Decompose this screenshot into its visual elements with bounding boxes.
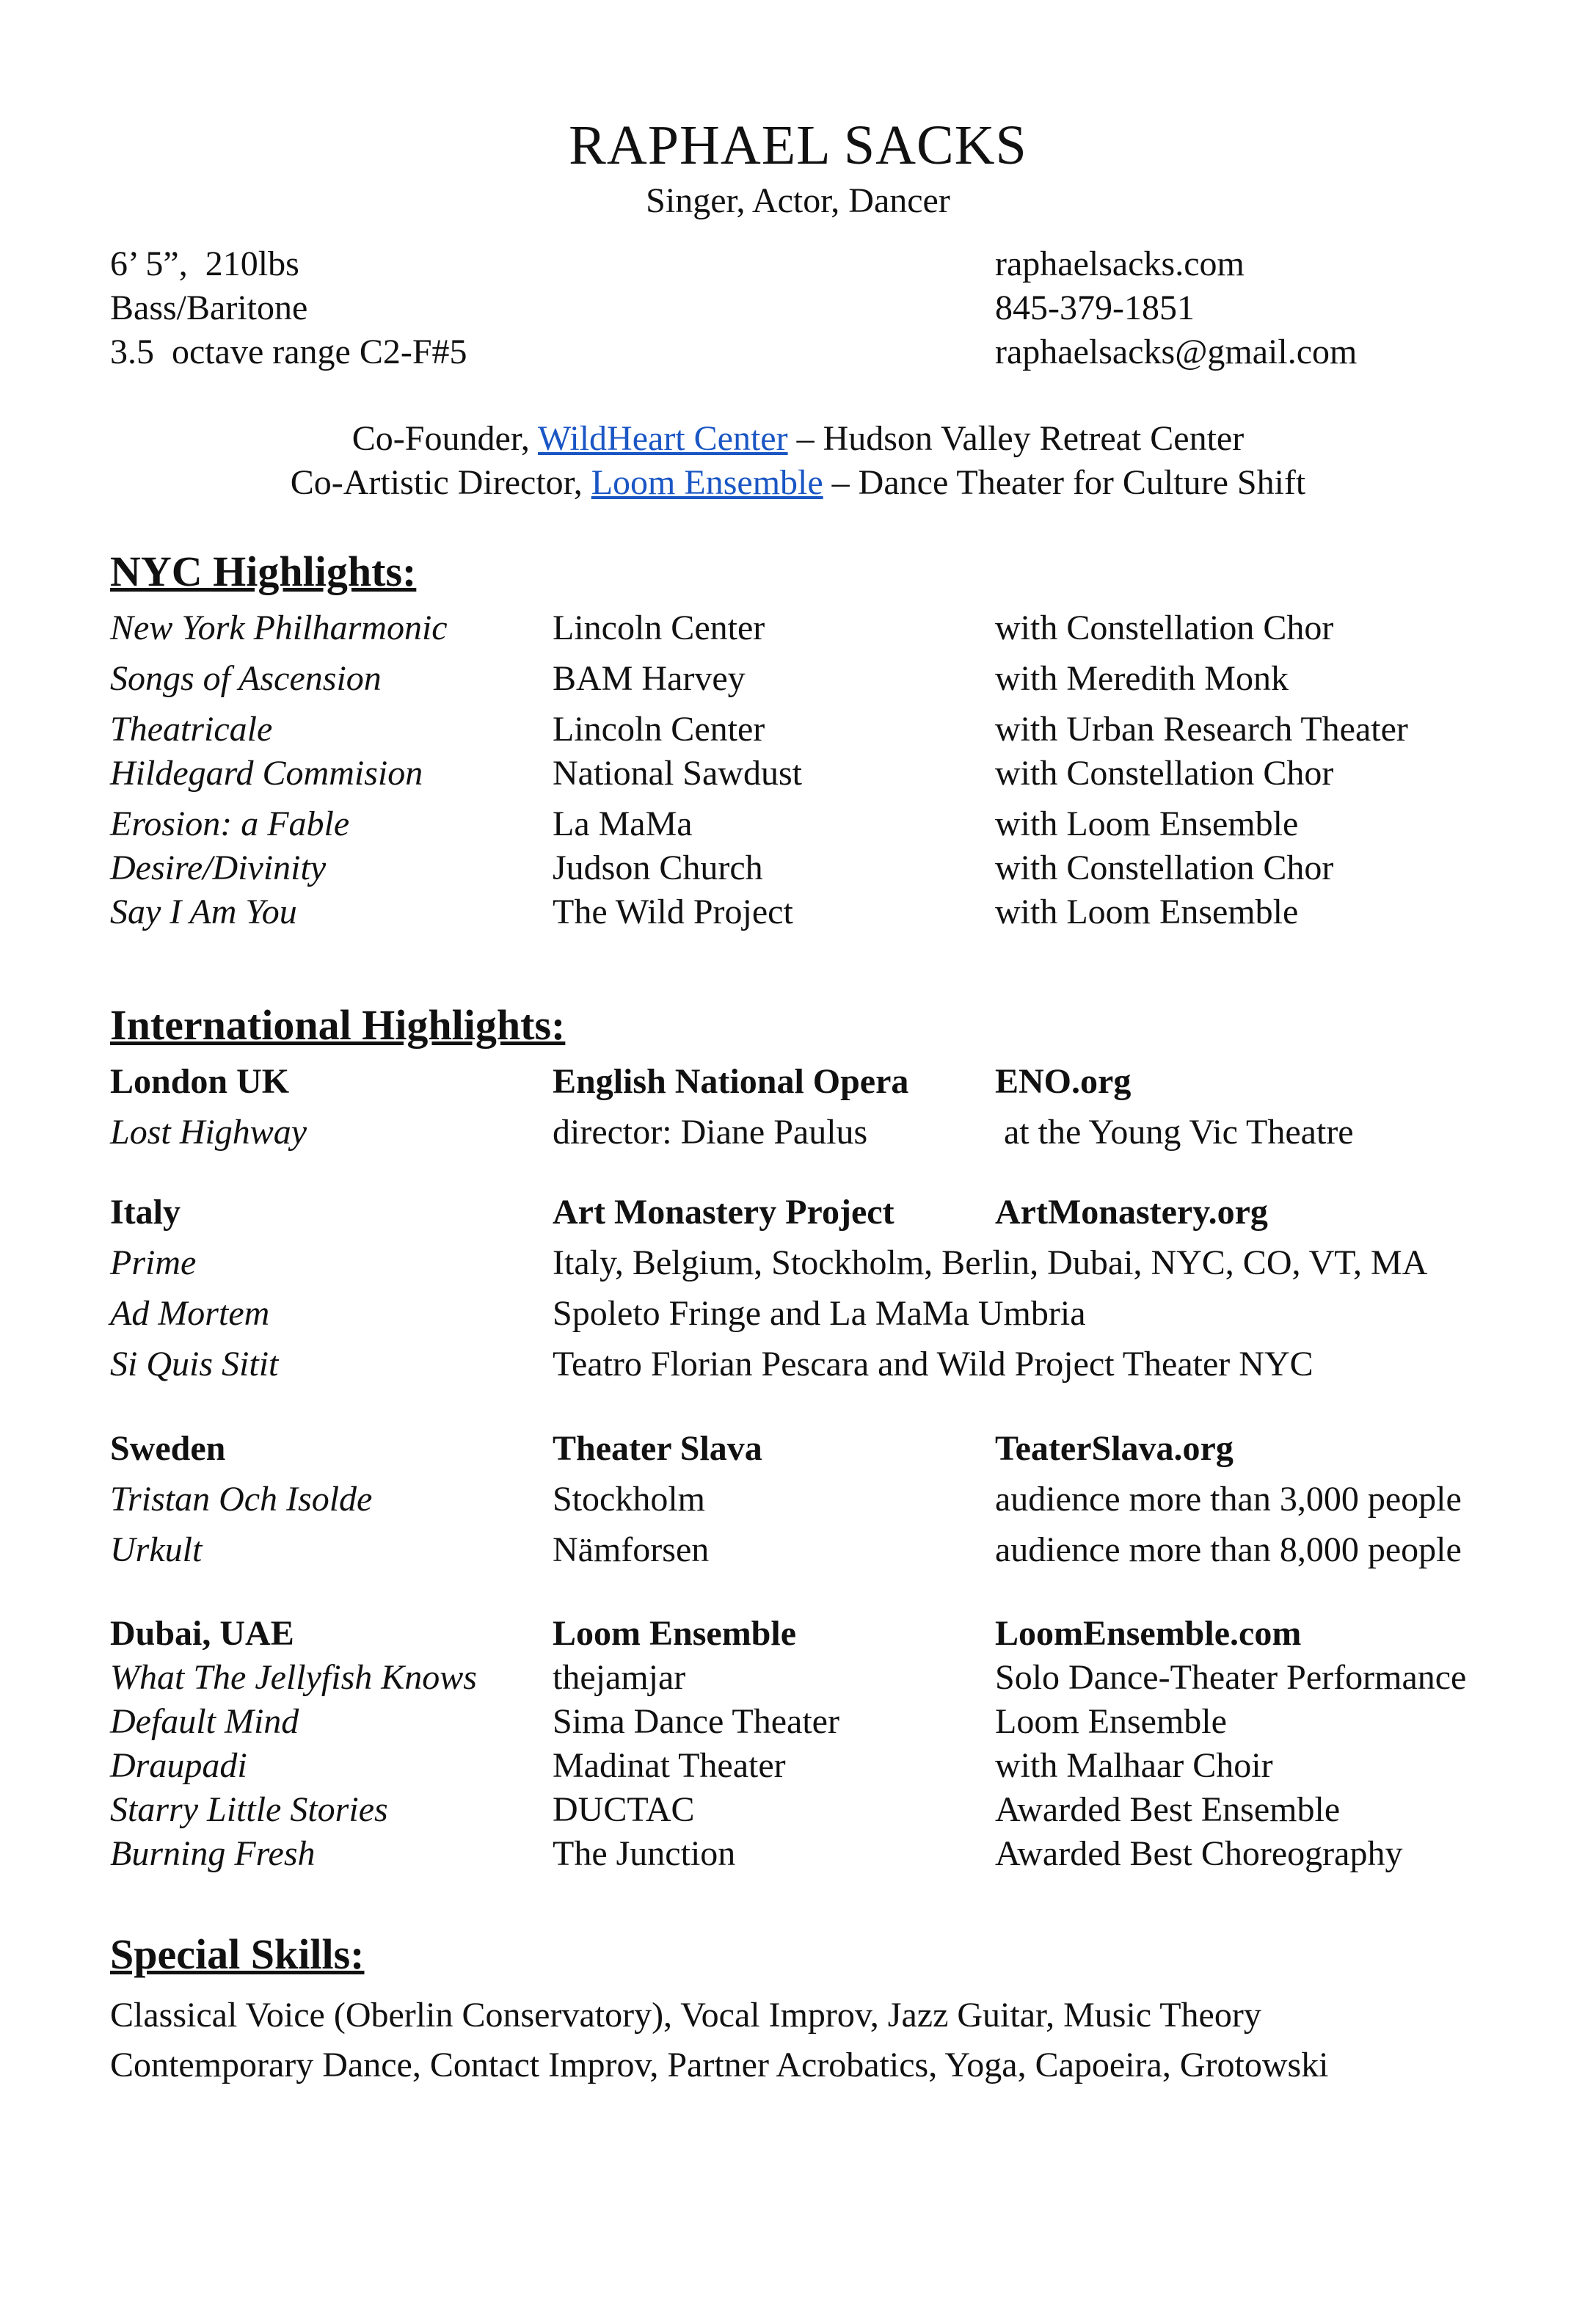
group-header	[110, 1060, 1504, 1104]
role-prefix: Co-Founder,	[351, 419, 538, 458]
group-site: TeaterSlava.org	[995, 1429, 1234, 1468]
group-company: Loom Ensemble	[553, 1614, 797, 1653]
skills-line: Classical Voice (Oberlin Conservatory), Vocal Improv, Jazz Guitar, Music Theory	[110, 1996, 1261, 2035]
role-prefix: Co-Artistic Director,	[290, 463, 591, 502]
contact-email[interactable]: raphaelsacks@gmail.com	[995, 332, 1358, 371]
skills-line: Contemporary Dance, Contact Improv, Partner Acrobatics, Yoga, Capoeira, Grotowski	[110, 2046, 1329, 2084]
detail: Madinat Theater	[553, 1746, 786, 1785]
venue: The Wild Project	[553, 893, 793, 931]
loom-ensemble-link[interactable]: Loom Ensemble	[591, 463, 823, 502]
collaborator: with Urban Research Theater	[995, 710, 1408, 749]
note: Loom Ensemble	[995, 1702, 1227, 1741]
work-title: Ad Mortem	[110, 1294, 270, 1333]
special-skills-heading: Special Skills:	[110, 1930, 365, 1978]
collaborator: with Meredith Monk	[995, 659, 1289, 698]
note: audience more than 3,000 people	[995, 1480, 1462, 1519]
page-title: RAPHAEL SACKS	[569, 114, 1027, 176]
group-company: Art Monastery Project	[553, 1193, 894, 1232]
work-title: What The Jellyfish Knows	[110, 1658, 477, 1697]
work-title: Hildegard Commision	[110, 754, 423, 793]
collaborator: with Constellation Chor	[995, 754, 1334, 793]
group-site: LoomEnsemble.com	[995, 1614, 1302, 1653]
work-title: Erosion: a Fable	[110, 804, 350, 843]
table-row	[110, 846, 1504, 890]
group-place: Dubai, UAE	[110, 1614, 294, 1653]
stat-voice-type: Bass/Baritone	[110, 288, 308, 327]
group-header	[110, 1427, 1504, 1471]
tagline: Singer, Actor, Dancer	[646, 181, 950, 220]
table-row	[110, 1528, 1504, 1572]
work-title: Burning Fresh	[110, 1834, 316, 1873]
detail: Italy, Belgium, Stockholm, Berlin, Dubai, NYC, CO, VT, MA	[553, 1243, 1428, 1282]
group-header	[110, 1612, 1504, 1656]
detail: thejamjar	[553, 1658, 686, 1697]
group-place: Sweden	[110, 1429, 226, 1468]
table-row	[110, 802, 1504, 846]
group-header	[110, 1190, 1504, 1235]
roles-block	[0, 417, 1596, 505]
work-title: Theatricale	[110, 710, 273, 749]
role-line	[0, 417, 1596, 461]
venue: National Sawdust	[553, 754, 802, 793]
table-row	[110, 1788, 1504, 1832]
contact-website[interactable]: raphaelsacks.com	[995, 244, 1245, 283]
note: with Malhaar Choir	[995, 1746, 1273, 1785]
note: Awarded Best Choreography	[995, 1834, 1403, 1873]
venue: Lincoln Center	[553, 710, 765, 749]
detail: Nämforsen	[553, 1530, 710, 1569]
contact-phone: 845-379-1851	[995, 288, 1195, 327]
collaborator: with Loom Ensemble	[995, 804, 1299, 843]
role-suffix: – Hudson Valley Retreat Center	[787, 419, 1245, 458]
group-company: English National Opera	[553, 1062, 909, 1101]
group-place: Italy	[110, 1193, 181, 1232]
note: at the Young Vic Theatre	[995, 1113, 1354, 1152]
venue: Lincoln Center	[553, 608, 765, 647]
table-row	[110, 1342, 1504, 1386]
table-row	[110, 1477, 1504, 1522]
note: Solo Dance-Theater Performance	[995, 1658, 1467, 1697]
detail: Sima Dance Theater	[553, 1702, 839, 1741]
group-place: London UK	[110, 1062, 290, 1101]
role-line	[0, 461, 1596, 505]
detail: Spoleto Fringe and La MaMa Umbria	[553, 1294, 1086, 1333]
work-title: Prime	[110, 1243, 197, 1282]
detail: Stockholm	[553, 1480, 706, 1519]
collaborator: with Constellation Chor	[995, 848, 1334, 887]
work-title: Si Quis Sitit	[110, 1345, 279, 1384]
table-row	[110, 1832, 1504, 1876]
table-row	[110, 1744, 1504, 1788]
work-title: New York Philharmonic	[110, 608, 448, 647]
venue: La MaMa	[553, 804, 693, 843]
work-title: Desire/Divinity	[110, 848, 327, 887]
work-title: Urkult	[110, 1530, 203, 1569]
contact-info	[995, 242, 1357, 374]
venue: BAM Harvey	[553, 659, 746, 698]
note: Awarded Best Ensemble	[995, 1790, 1341, 1829]
work-title: Tristan Och Isolde	[110, 1480, 373, 1519]
table-row	[110, 708, 1504, 752]
detail: Teatro Florian Pescara and Wild Project Theater NYC	[553, 1345, 1313, 1384]
work-title: Default Mind	[110, 1702, 299, 1741]
physical-stats	[110, 242, 467, 374]
wildheart-center-link[interactable]: WildHeart Center	[537, 419, 788, 458]
venue: Judson Church	[553, 848, 763, 887]
work-title: Draupadi	[110, 1746, 247, 1785]
note: audience more than 8,000 people	[995, 1530, 1462, 1569]
table-row	[110, 1700, 1504, 1744]
table-row	[110, 1241, 1504, 1285]
collaborator: with Constellation Chor	[995, 608, 1334, 647]
stat-height-weight: 6’ 5”, 210lbs	[110, 244, 299, 283]
work-title: Starry Little Stories	[110, 1790, 388, 1829]
table-row	[110, 1656, 1504, 1700]
detail: director: Diane Paulus	[553, 1113, 868, 1152]
nyc-highlights-heading: NYC Highlights:	[110, 548, 417, 595]
work-title: Lost Highway	[110, 1113, 307, 1152]
table-row	[110, 606, 1504, 650]
table-row	[110, 1110, 1504, 1155]
table-row	[110, 890, 1504, 934]
table-row	[110, 657, 1504, 701]
collaborator: with Loom Ensemble	[995, 893, 1299, 931]
skills-list	[110, 1991, 1329, 2090]
group-site: ENO.org	[995, 1062, 1132, 1101]
international-highlights-heading: International Highlights:	[110, 1001, 566, 1049]
table-row	[110, 752, 1504, 796]
group-site: ArtMonastery.org	[995, 1193, 1268, 1232]
detail: The Junction	[553, 1834, 736, 1873]
group-company: Theater Slava	[553, 1429, 762, 1468]
role-suffix: – Dance Theater for Culture Shift	[823, 463, 1306, 502]
stat-range: 3.5 octave range C2-F#5	[110, 332, 467, 371]
detail: DUCTAC	[553, 1790, 695, 1829]
work-title: Songs of Ascension	[110, 659, 382, 698]
work-title: Say I Am You	[110, 893, 297, 931]
table-row	[110, 1292, 1504, 1336]
